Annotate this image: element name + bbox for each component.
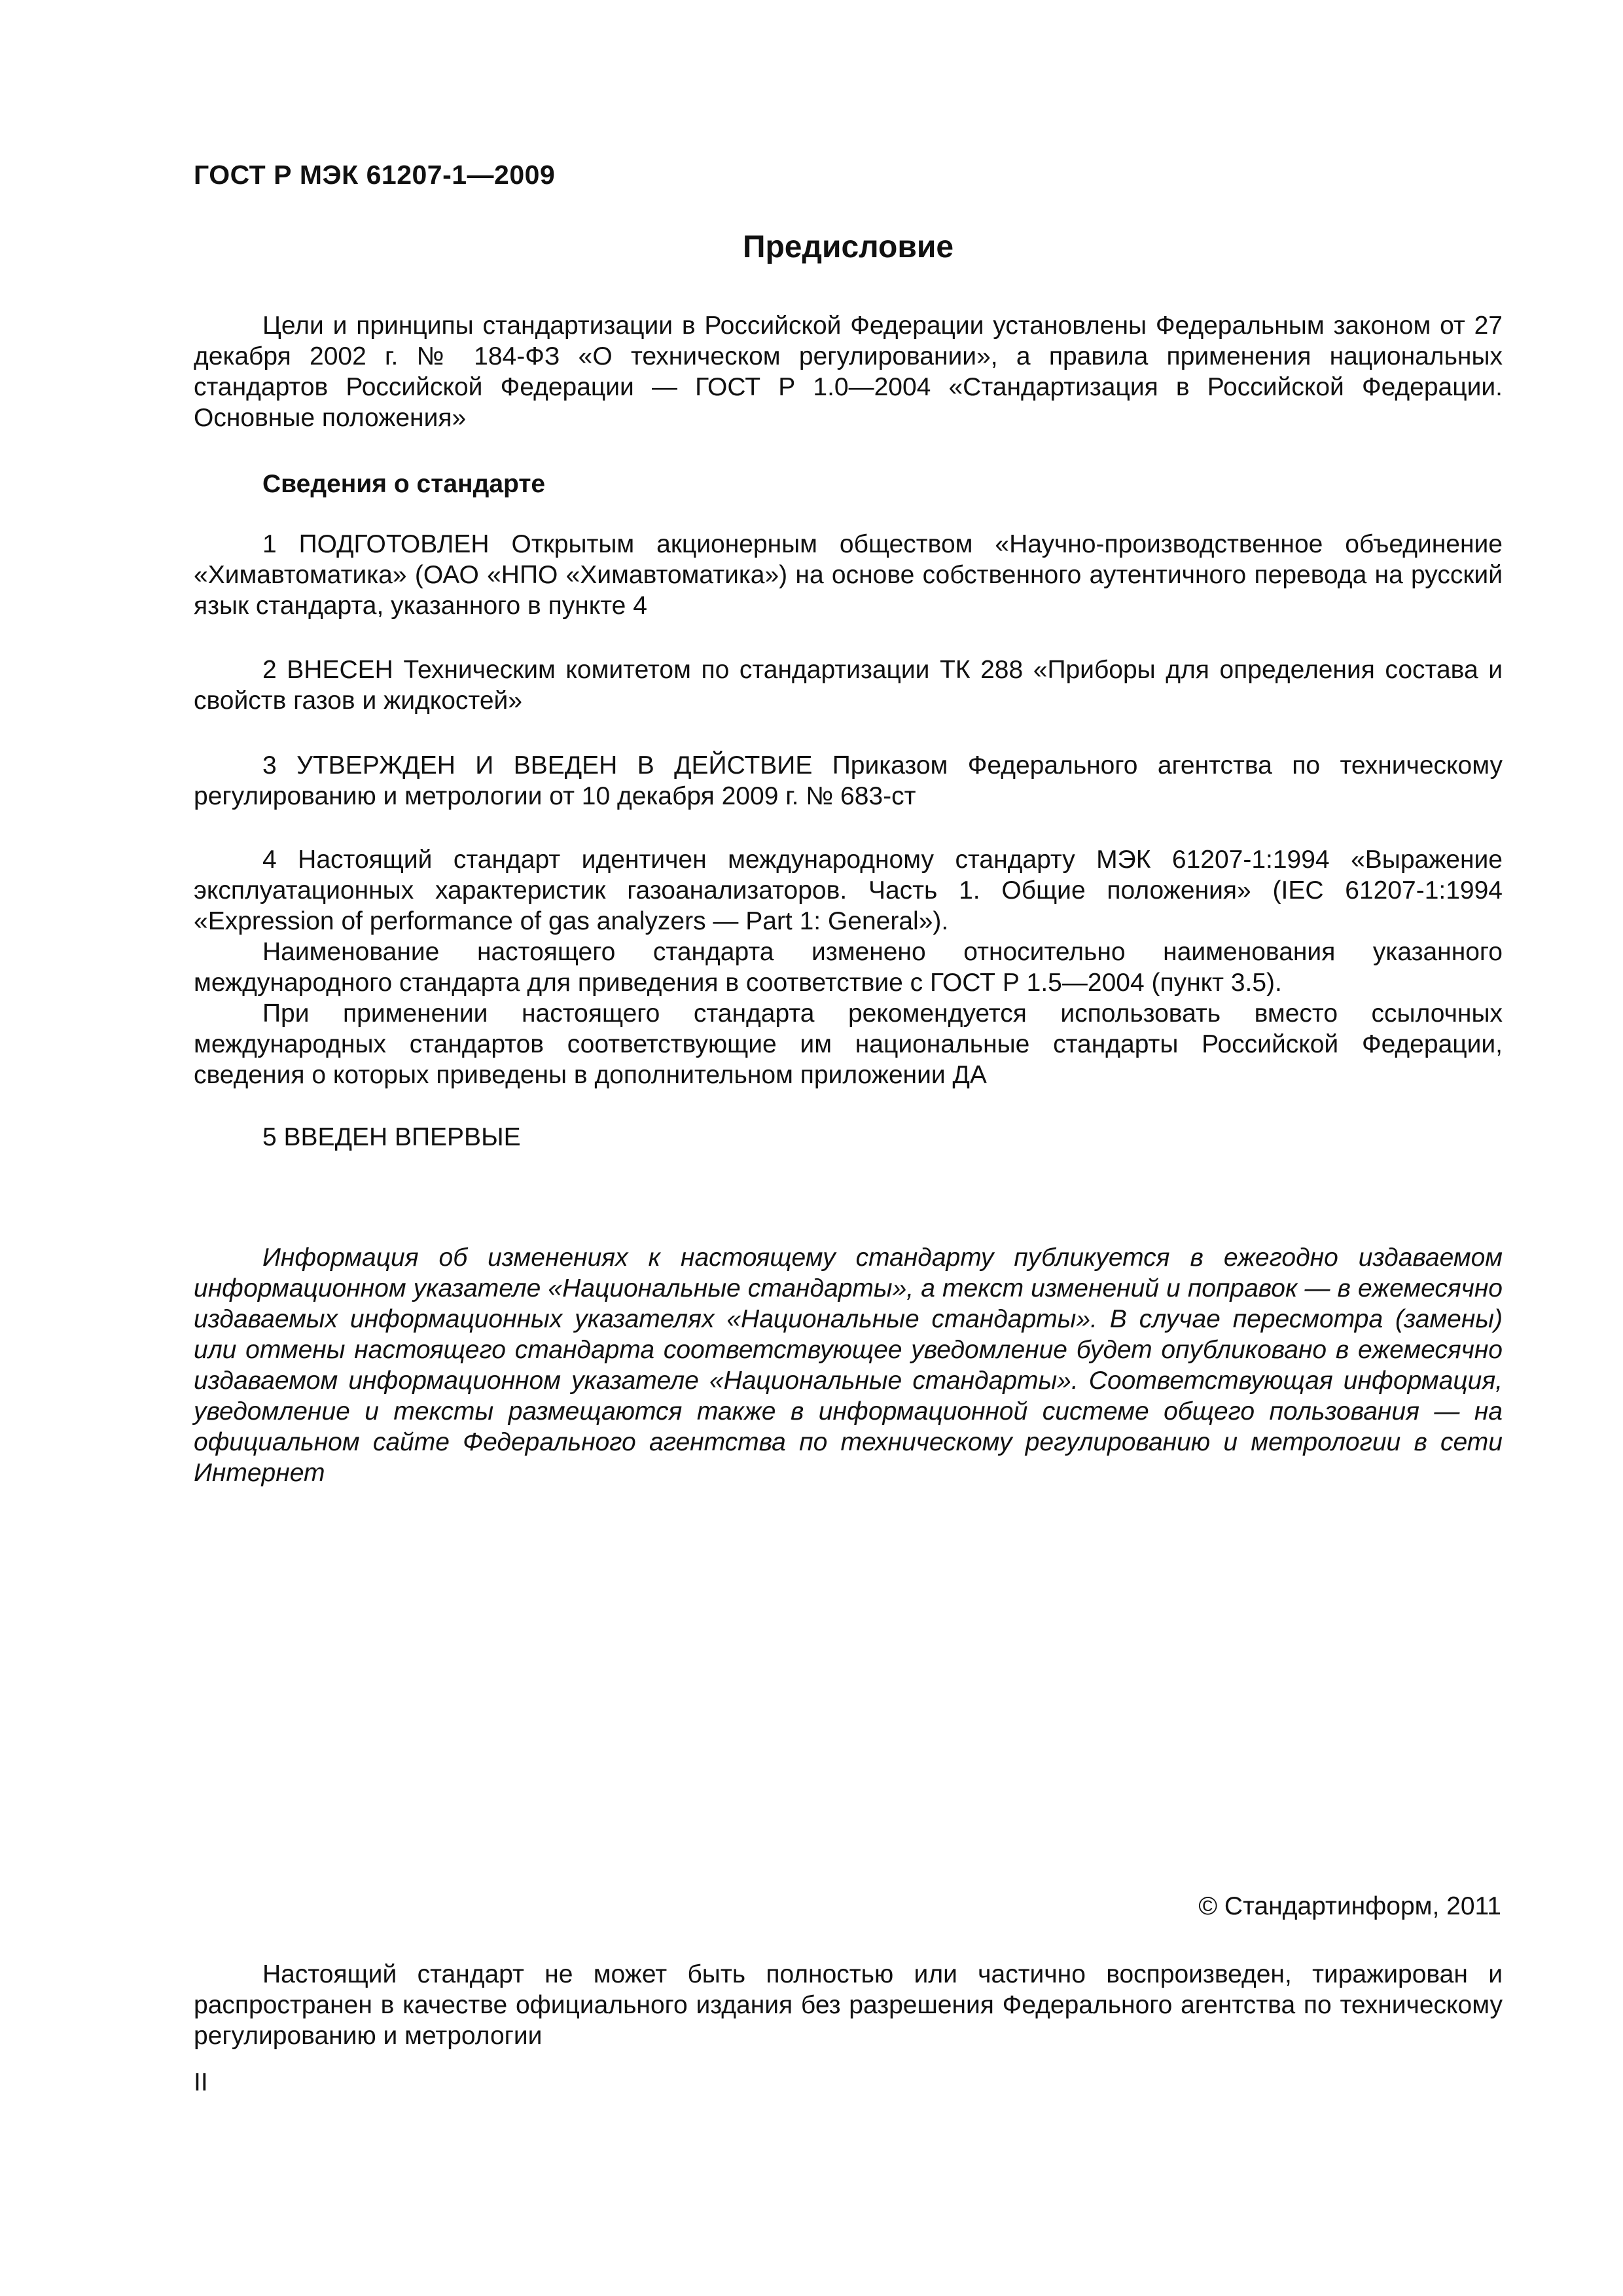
item-2: 2 ВНЕСЕН Техническим комитетом по стандартизации ТК 288 «Приборы для определения состава и свойств газов и жидкостей» bbox=[194, 656, 1503, 715]
reproduction-notice: Настоящий стандарт не может быть полностью или частично воспроизведен, тиражирован и распространен в качестве официального издания без разрешения Федерального агентства по техническому регулированию и метрологии bbox=[194, 1960, 1503, 2050]
item-4: 4 Настоящий стандарт идентичен международному стандарту МЭК 61207-1:1994 «Выражение эксплуатационных характеристик газоанализаторов. Часть 1. Общие положения» (IEC 61207-1:1994 «Expression of performance of gas analyzers — Part 1: General»). bbox=[194, 846, 1503, 935]
item-3: 3 УТВЕРЖДЕН И ВВЕДЕН В ДЕЙСТВИЕ Приказом Федерального агентства по техническому регулированию и метрологии от 10 декабря 2009 г. № 683-ст bbox=[194, 751, 1503, 810]
page-title: Предисловие bbox=[742, 230, 954, 264]
section-subheading: Сведения о стандарте bbox=[262, 470, 546, 498]
copyright: © Стандартинформ, 2011 bbox=[1198, 1892, 1501, 1920]
page-number: II bbox=[194, 2068, 208, 2096]
document-code: ГОСТ Р МЭК 61207-1—2009 bbox=[194, 160, 556, 190]
change-notice: Информация об изменениях к настоящему стандарту публикуется в ежегодно издаваемом информационном указателе «Национальные стандарты», а текст изменений и поправок — в ежемесячно издаваемых информационных указателях «Национальные стандарты». В случае пересмотра (замены) или отмены настоящего стандарта соответствующее уведомление будет опубликовано в ежемесячно издаваемом информационном указателе «Национальные стандарты». Соответствующая информация, уведомление и тексты размещаются также в информационной системе общего пользования — на официальном сайте Федерального агентства по техническому регулированию и метрологии в сети Интернет bbox=[194, 1244, 1503, 1487]
item-5: 5 ВВЕДЕН ВПЕРВЫЕ bbox=[262, 1123, 521, 1151]
document-page bbox=[194, 0, 1503, 2296]
item-1: 1 ПОДГОТОВЛЕН Открытым акционерным обществом «Научно-производственное объединение «Химавтоматика» (ОАО «НПО «Химавтоматика») на основе собственного аутентичного перевода на русский язык стандарта, указанного в пункте 4 bbox=[194, 530, 1503, 620]
intro-paragraph: Цели и принципы стандартизации в Российской Федерации установлены Федеральным законом от 27 декабря 2002 г. № 184-ФЗ «О техническом регулировании», а правила применения национальных стандартов Российской Федерации — ГОСТ Р 1.0—2004 «Стандартизация в Российской Федерации. Основные положения» bbox=[194, 312, 1503, 432]
item-4-paragraph-3: При применении настоящего стандарта рекомендуется использовать вместо ссылочных международных стандартов соответствующие им национальные стандарты Российской Федерации, сведения о которых приведены в дополнительном приложении ДА bbox=[194, 999, 1503, 1089]
item-4-paragraph-2: Наименование настоящего стандарта изменено относительно наименования указанного международного стандарта для приведения в соответствие с ГОСТ Р 1.5—2004 (пункт 3.5). bbox=[194, 938, 1503, 997]
